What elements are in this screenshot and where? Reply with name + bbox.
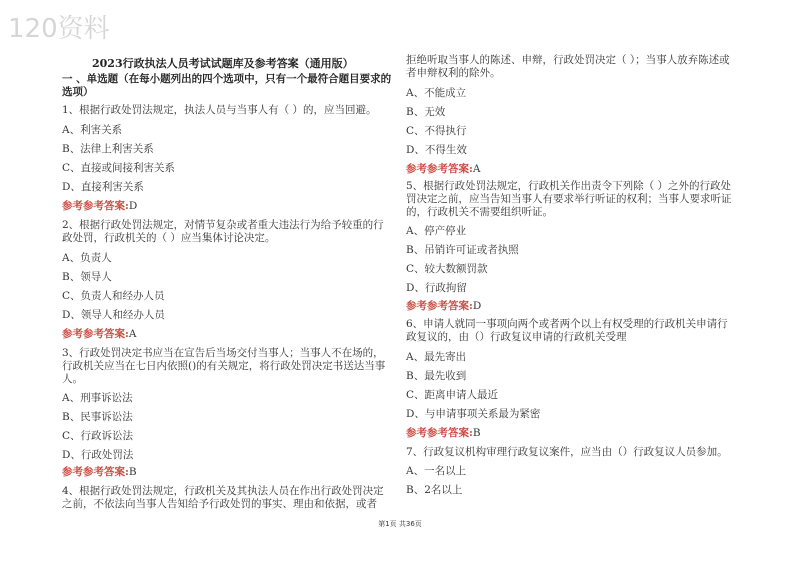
question-4: 4、根据行政处罚法规定，行政机关及其执法人员在作出行政处罚决定之前，不依法向当事人告知给予行政处罚的事实、理由和依据，或者 <box>62 485 384 510</box>
option: A、负责人 <box>62 252 112 264</box>
answer-label: 参考参考答案: <box>62 200 129 212</box>
page-footer: 第1页 共36页 <box>378 520 422 528</box>
watermark-logo: 120资料 <box>8 14 110 44</box>
question-2: 2、根据行政处罚法规定，对情节复杂或者重大违法行为给予较重的行政处罚，行政机关的（ ）应当集体讨论决定。 <box>62 219 384 244</box>
option: C、负责人和经办人员 <box>62 290 165 302</box>
option: A、刑事诉讼法 <box>62 392 133 404</box>
option: B、2名以上 <box>406 484 463 496</box>
answer-4 <box>406 163 736 176</box>
option: B、民事诉讼法 <box>62 411 133 423</box>
option: C、不得执行 <box>406 125 467 137</box>
option: B、法律上利害关系 <box>62 143 154 155</box>
answer-label: 参考参考答案: <box>406 427 473 439</box>
option: C、直接或间接利害关系 <box>62 162 176 174</box>
question-3: 3、行政处罚决定书应当在宣告后当场交付当事人；当事人不在场的，行政机关应当在七日内依照()的有关规定，将行政处罚决定书送达当事人。 <box>62 347 386 385</box>
option: D、行政处罚法 <box>62 449 134 461</box>
answer-label: 参考参考答案: <box>62 466 129 478</box>
answer-6 <box>406 427 736 440</box>
option: D、直接利害关系 <box>62 181 144 193</box>
page-title: 2023行政执法人员考试试题库及参考答案（通用版） <box>92 57 354 70</box>
answer-2 <box>62 328 392 341</box>
option: B、领导人 <box>62 271 112 283</box>
answer-value: B <box>472 427 481 439</box>
option: D、不得生效 <box>406 144 467 156</box>
answer-value: D <box>128 200 138 212</box>
option: B、无效 <box>406 106 446 118</box>
answer-value: A <box>472 163 481 175</box>
option: A、最先寄出 <box>406 351 467 363</box>
question-4-continued: 拒绝听取当事人的陈述、申辩，行政处罚决定（ ）；当事人放弃陈述或者申辩权利的除外。 <box>406 54 730 79</box>
answer-label: 参考参考答案: <box>406 300 473 312</box>
option: B、最先收到 <box>406 370 467 382</box>
question-7: 7、行政复议机构审理行政复议案件，应当由（）行政复议人员参加。 <box>406 446 728 458</box>
option: A、不能成立 <box>406 87 467 99</box>
option: D、行政拘留 <box>406 282 467 294</box>
answer-label: 参考参考答案: <box>406 163 473 175</box>
option: D、领导人和经办人员 <box>62 309 165 321</box>
option: A、一名以上 <box>406 465 467 477</box>
answer-value: D <box>472 300 482 312</box>
answer-value: A <box>128 328 137 340</box>
option: C、较大数额罚款 <box>406 263 488 275</box>
answer-label: 参考参考答案: <box>62 328 129 340</box>
section-heading: 一 、单选题（在每小题列出的四个选项中，只有一个最符合题目要求的选项） <box>62 73 392 98</box>
option: D、与申请事项关系最为紧密 <box>406 408 541 420</box>
question-5: 5、根据行政处罚法规定，行政机关作出责令下列除（ ）之外的行政处罚决定之前，应当告知当事人有要求举行听证的权利；当事人要求听证的，行政机关不需要组织听证。 <box>406 180 732 218</box>
option: B、吊销许可证或者执照 <box>406 244 519 256</box>
answer-3 <box>62 466 392 479</box>
question-6: 6、申请人就同一事项向两个或者两个以上有权受理的行政机关申请行政复议的，由（）行政复议申请的行政机关受理 <box>406 318 728 343</box>
option: C、距离申请人最近 <box>406 389 499 401</box>
answer-value: B <box>128 466 137 478</box>
answer-1 <box>62 200 392 213</box>
option: A、利害关系 <box>62 124 123 136</box>
answer-5 <box>406 300 736 313</box>
question-1: 1、根据行政处罚法规定，执法人员与当事人有（ ）的，应当回避。 <box>62 104 377 116</box>
option: C、行政诉讼法 <box>62 430 134 442</box>
option: A、停产停业 <box>406 225 467 237</box>
